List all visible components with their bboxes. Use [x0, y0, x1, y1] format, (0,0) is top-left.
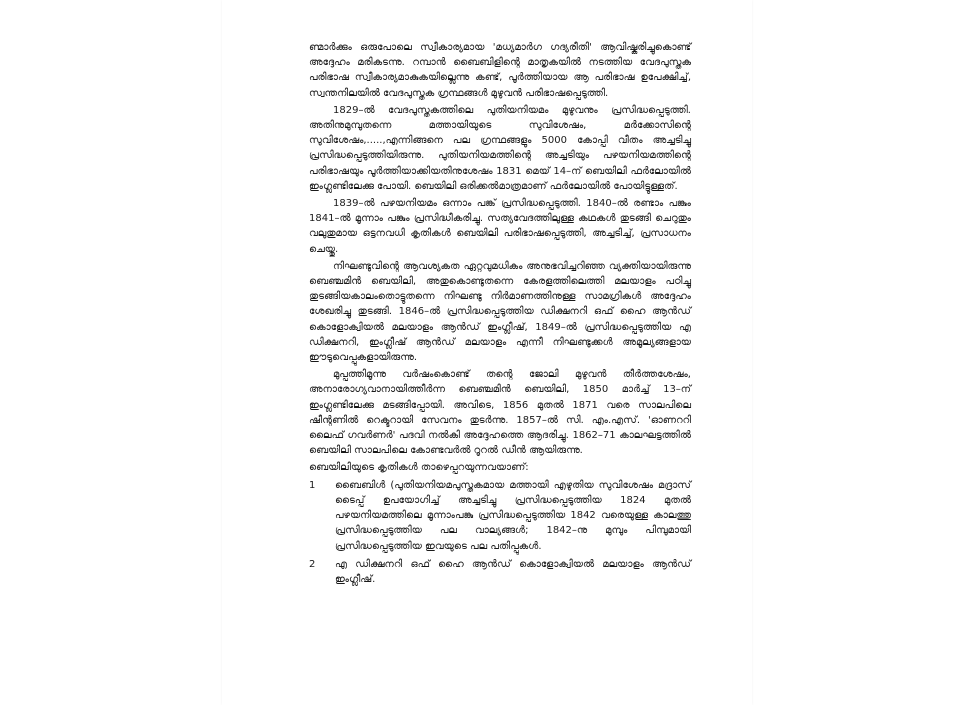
list-intro: ബെയിലിയുടെ കൃതികൾ താഴെപ്പറയുന്നവയാണ്:: [309, 462, 529, 474]
paragraph: 1839–ൽ പഴയനിയമം ഒന്നാം പങ്ക് പ്രസിദ്ധപ്പെടുത്തി. 1840–ൽ രണ്ടാം പങ്കും 1841–ൽ മൂന്നാം പങ്കും പ്രസിദ്ധീകരിച്ചു. സത്യവേദത്തിലുള്ള കഥകൾ തുടങ്ങി ചെറുതും വലുതുമായ ഒട്ടനവധി കൃതികൾ ബെയിലി പരിഭാഷപ്പെടുത്തി, അച്ചടിച്ച്, പ്രസാധനം ചെയ്തു.: [309, 198, 691, 255]
paragraph: 1829–ൽ വേദപുസ്തകത്തിലെ പുതിയനിയമം മുഴുവനും പ്രസിദ്ധപ്പെടുത്തി. അതിനുമുമ്പുതന്നെ മത്തായിയുടെ സുവിശേഷം, മർക്കോസിന്റെ സുവിശേഷം,.....,എന്നിങ്ങനെ പല ഗ്രന്ഥങ്ങളും 5000 കോപ്പി വീതം അച്ചടിച്ചു പ്രസിദ്ധപ്പെടുത്തിയിരുന്നു. പുതിയനിയമത്തിന്റെ അച്ചടിയും പഴയനിയമത്തിന്റെ പരിഭാഷയും പൂർത്തിയാക്കിയതിനുശേഷം 1831 മെയ് 14–ന് ബെയിലി ഫർലോയിൽ ഇംഗ്ലണ്ടിലേക്കു പോയി. ബെയിലി ഒരിക്കൽമാത്രമാണ് ഫർലോയിൽ പോയിട്ടുള്ളത്.: [309, 104, 691, 192]
paragraph: ണ്മാർക്കും ഒരുപോലെ സ്വീകാര്യമായ 'മധ്യമാർഗ ഗദ്യരീതി' ആവിഷ്കരിച്ചുകൊണ്ട് അദ്ദേഹം മരികടന്നു. റമ്പാൻ ബൈബിളിന്റെ മാതൃകയിൽ നടത്തിയ വേദപുസ്തക പരിഭാഷ സ്വീകാര്യമാകുകയില്ലെന്നു കണ്ട്, പൂർത്തിയായ ആ പരിഭാഷ ഉപേക്ഷിച്ച്, സ്വന്തനിലയിൽ വേദപുസ്തക ഗ്രന്ഥങ്ങൾ മുഴുവൻ പരിഭാഷപ്പെടുത്തി.: [309, 42, 691, 99]
document-body: [309, 40, 691, 590]
list-item: [309, 557, 691, 587]
paragraph: മുപ്പത്തിമൂന്നു വർഷംകൊണ്ട് തന്റെ ജോലി മുഴുവൻ തീർത്തശേഷം, അനാരോഗ്യവാനായിത്തീർന്ന ബെഞ്ചമിൻ ബെയിലി, 1850 മാർച്ച് 13–ന് ഇംഗ്ലണ്ടിലേക്കു മടങ്ങിപ്പോയി. അവിടെ, 1856 മുതൽ 1871 വരെ സാലപിലെ ഷീന്റണിൽ റെക്ടറായി സേവനം തുടർന്നു. 1857–ൽ സി. എം.എസ്. 'ഓണററി ലൈഫ് ഗവർണർ' പദവി നൽകി അദ്ദേഹത്തെ ആദരിച്ചു. 1862–71 കാലഘട്ടത്തിൽ ബെയിലി സാലപിലെ കോണ്ടവർൽ റൂറൽ ഡീൻ ആയിരുന്നു.: [309, 369, 691, 457]
list-number: 1: [309, 479, 316, 491]
paragraph: നിഘണ്ടുവിന്റെ ആവശ്യകത ഏറ്റവുമധികം അനുഭവിച്ചറിഞ്ഞ വ്യക്തിയായിരുന്നു ബെഞ്ചമിൻ ബെയിലി, അതുകൊണ്ടുതന്നെ കേരളത്തിലെത്തി മലയാളം പഠിച്ചു തുടങ്ങിയകാലംതൊട്ടുതന്നെ നിഘണ്ടു നിർമാണത്തിനുള്ള സാമഗ്രികൾ അദ്ദേഹം ശേഖരിച്ചു തുടങ്ങി. 1846–ൽ പ്രസിദ്ധപ്പെടുത്തിയ ഡിക്ഷനറി ഒഫ് ഹൈ ആൻഡ് കൊളോക്വിയൽ മലയാളം ആൻഡ് ഇംഗ്ലീഷ്, 1849–ൽ പ്രസിദ്ധപ്പെടുത്തിയ എ ഡിക്ഷനറി, ഇംഗ്ലീഷ് ആൻഡ് മലയാളം എന്നീ നിഘണ്ടുക്കൾ അമൂല്യങ്ങളായ ഈടുവെപ്പുകളായിരുന്നു.: [309, 260, 691, 364]
list-text: ബൈബിൾ (പുതിയനിയമപുസ്തകമായ മത്തായി എഴുതിയ സുവിശേഷം മദ്രാസ് ടൈപ്പ് ഉപയോഗിച്ച് അച്ചടിച്ചു പ്രസിദ്ധപ്പെടുത്തിയ 1824 മുതൽ പഴയനിയമത്തിലെ മൂന്നാംപങ്കു പ്രസിദ്ധപ്പെടുത്തിയ 1842 വരെയുള്ള കാലത്തു പ്രസിദ്ധപ്പെടുത്തിയ പല വാല്യങ്ങൾ; 1842–നു മുമ്പും പിമ്പുമായി പ്രസിദ്ധപ്പെടുത്തിയ ഇവയുടെ പല പതിപ്പുകൾ.: [335, 479, 691, 552]
list-text: എ ഡിക്ഷനറി ഒഫ് ഹൈ ആൻഡ് കൊളോക്വിയൽ മലയാളം ആൻഡ് ഇംഗ്ലീഷ്.: [335, 558, 691, 585]
list-item: [309, 478, 691, 554]
list-number: 2: [309, 558, 316, 570]
